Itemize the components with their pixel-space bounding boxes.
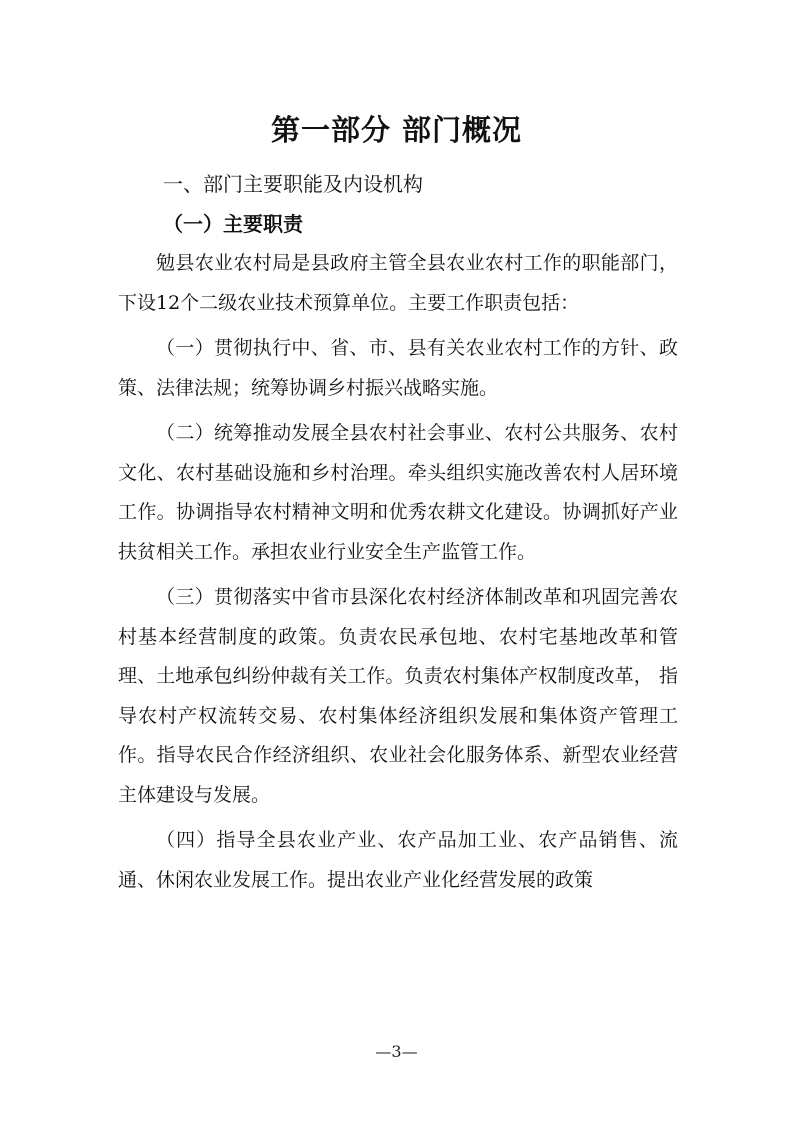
page-number: —3—	[375, 1042, 418, 1061]
sub-heading: （一）主要职责	[163, 212, 303, 236]
body-text	[118, 244, 678, 900]
page-title: 第一部分 部门概况	[270, 113, 523, 147]
duty-item-4: （四）指导全县农业产业、农产品加工业、农产品销售、流通、休闲农业发展工作。提出农业产业化经营发展的政策	[118, 829, 678, 891]
section-heading: 一、部门主要职能及内设机构	[163, 172, 423, 196]
duty-item-2: （二）统筹推动发展全县农村社会事业、农村公共服务、农村文化、农村基础设施和乡村治理。牵头组织实施改善农村人居环境工作。协调指导农村精神文明和优秀农耕文化建设。协调抓好产业扶贫相关工作。承担农业行业安全生产监管工作。	[118, 422, 678, 563]
duty-item-3: （三）贯彻落实中省市县深化农村经济体制改革和巩固完善农村基本经营制度的政策。负责农民承包地、农村宅基地改革和管理、土地承包纠纷仲裁有关工作。负责农村集体产权制度改革， 指导农村产权流转交易、农村集体经济组织发展和集体资产管理工作。指导农民合作经济组织、农业社会化服务体系、新型农业经营主体建设与发展。	[118, 586, 678, 806]
duty-item-1: （一）贯彻执行中、省、市、县有关农业农村工作的方针、政策、法律法规；统筹协调乡村振兴战略实施。	[118, 337, 678, 399]
intro-paragraph: 勉县农业农村局是县政府主管全县农业农村工作的职能部门，下设12个二级农业技术预算单位。主要工作职责包括：	[118, 252, 678, 314]
